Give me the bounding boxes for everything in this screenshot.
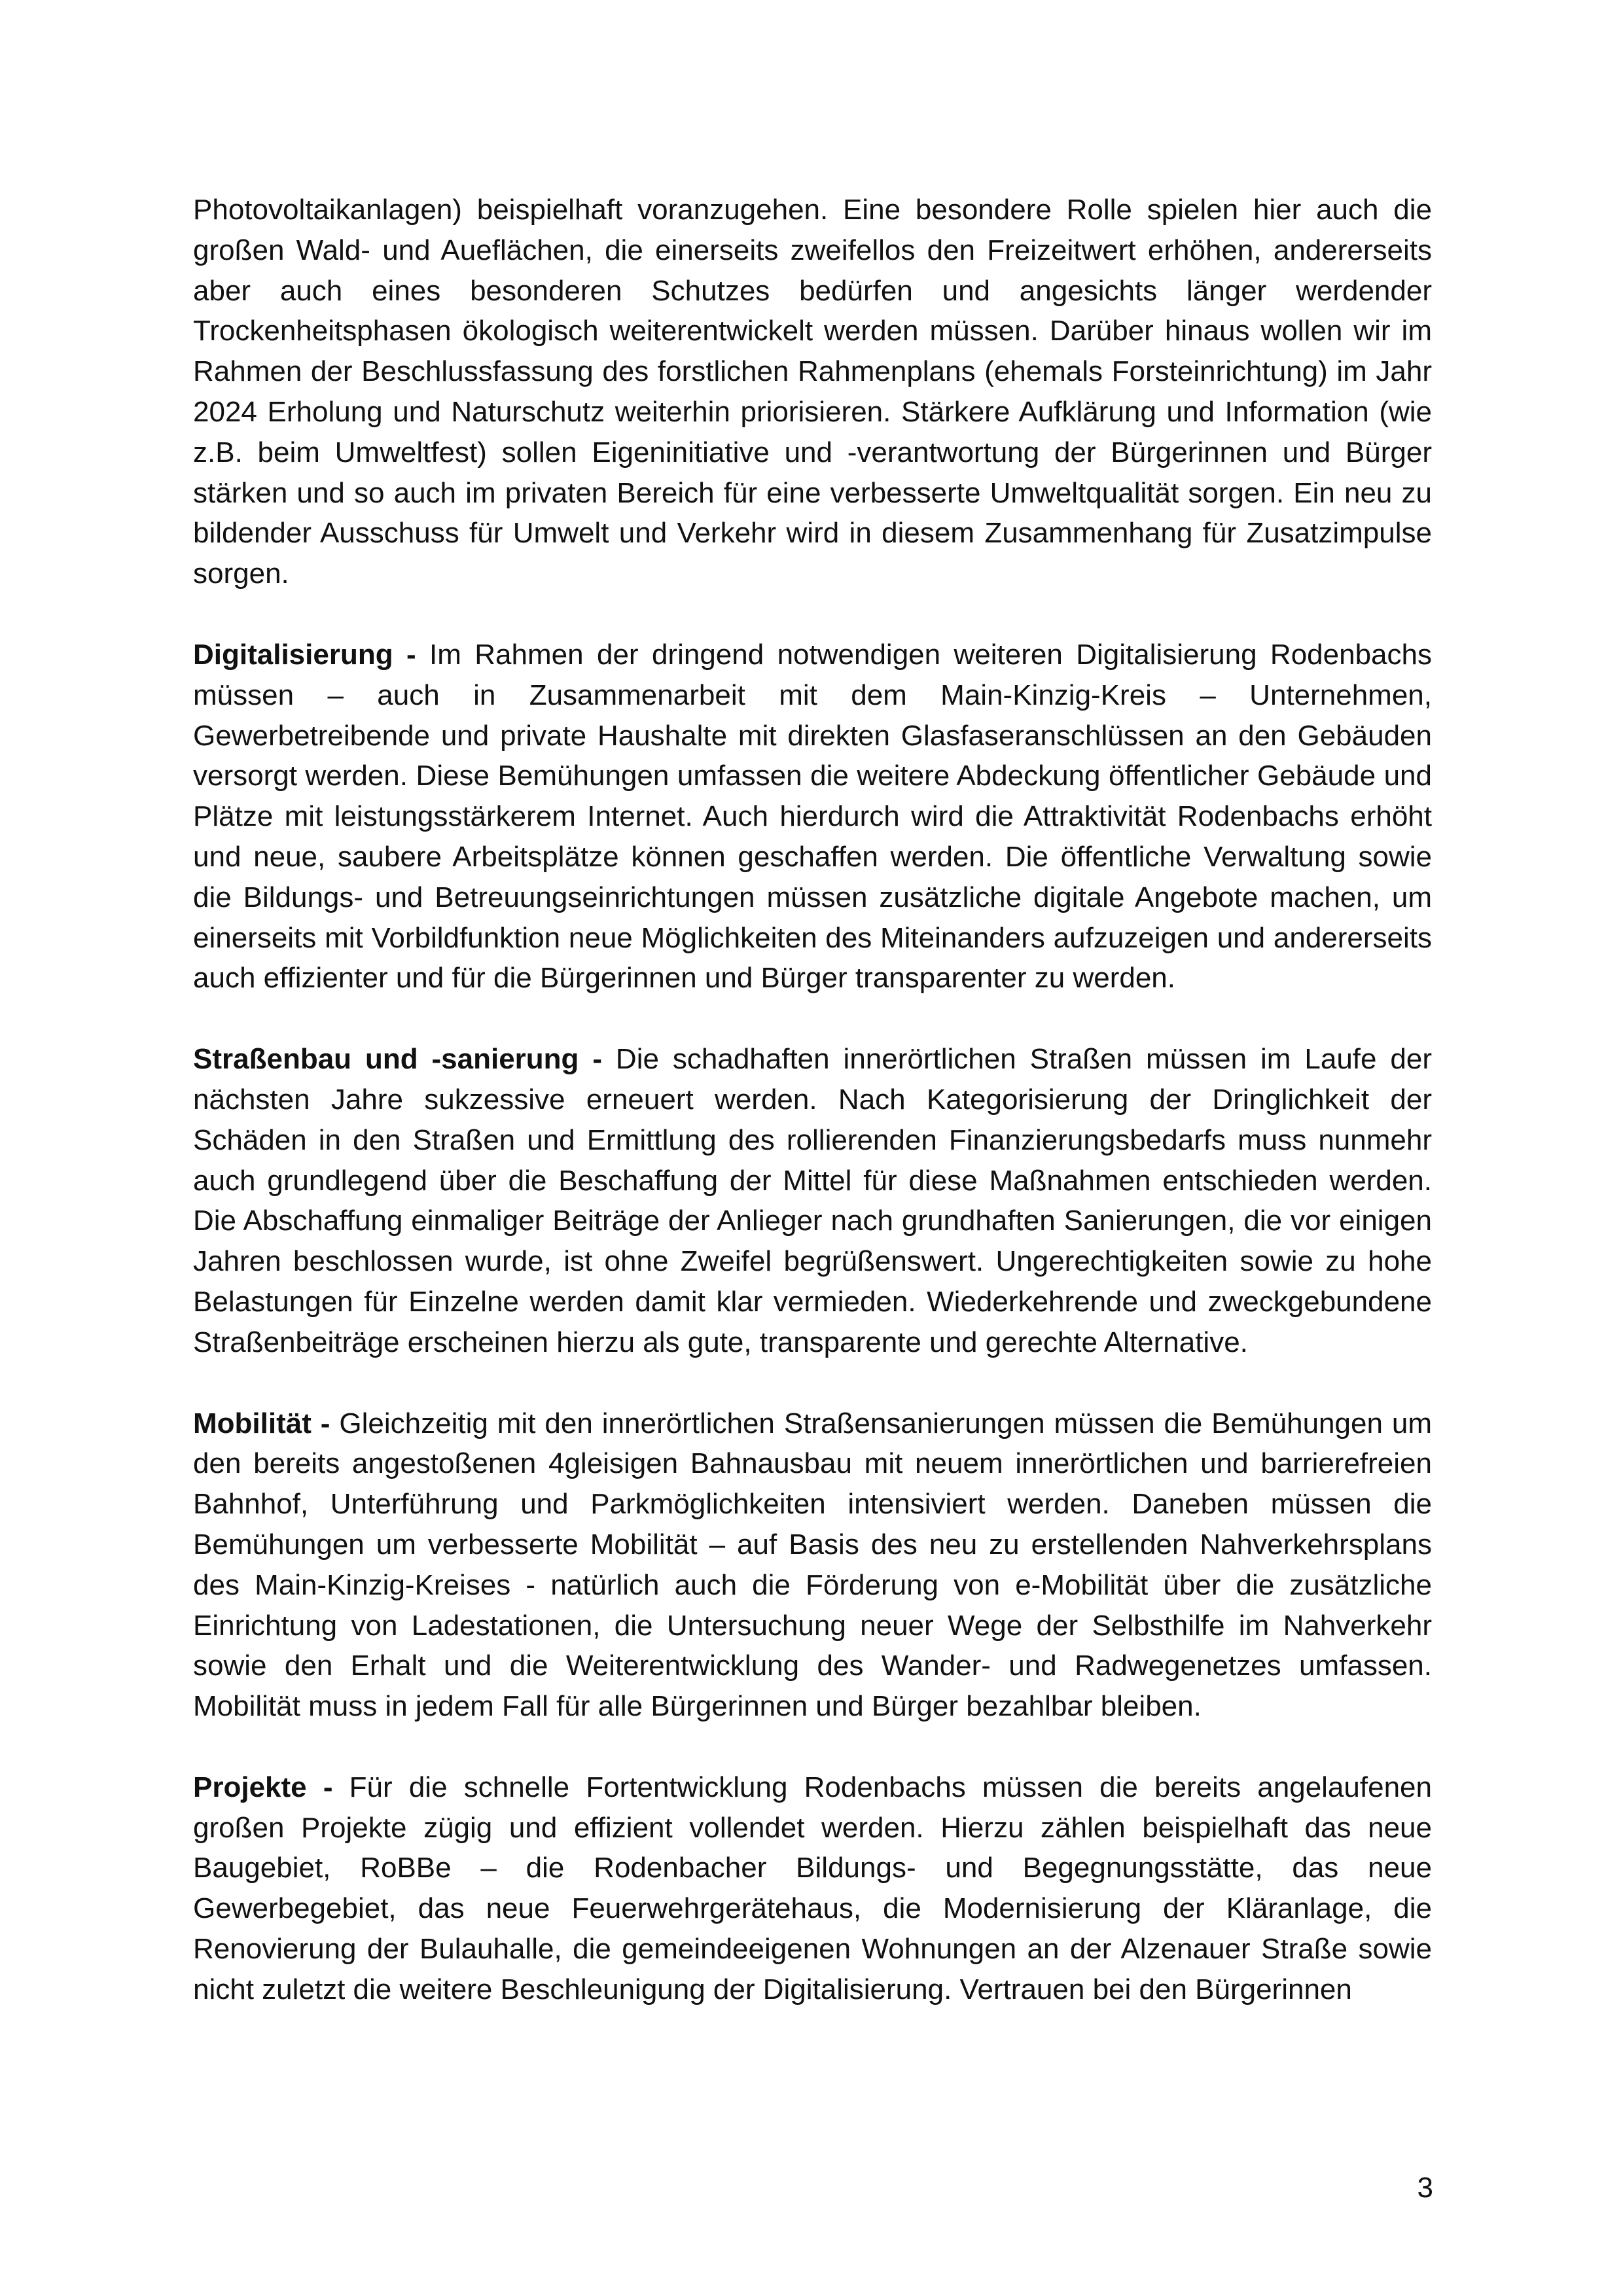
paragraph-text: Gleichzeitig mit den innerörtlichen Straßensanierungen müssen die Bemühungen um den bereits angestoßenen 4gleisigen Bahnausbau mit neuem innerörtlichen und barrierefreien Bahnhof, Unterführung und Parkmöglichkeiten intensiviert werden. Daneben müssen die Bemühungen um verbesserte Mobilität – auf Basis des neu zu erstellenden Nahverkehrsplans des Main-Kinzig-Kreises - natürlich auch die Förderung von e-Mobilität über die zusätzliche Einrichtung von Ladestationen, die Untersuchung neuer Wege der Selbsthilfe im Nahverkehr sowie den Erhalt und die Weiterentwicklung des Wander- und Radwegenetzes umfassen. Mobilität muss in jedem Fall für alle Bürgerinnen und Bürger bezahlbar bleiben. (193, 1407, 1433, 1723)
paragraph-heading: Projekte - (193, 1771, 333, 1803)
paragraph-heading: Mobilität - (193, 1407, 330, 1439)
page-content (193, 190, 1432, 2051)
paragraph-umwelt-continuation (193, 190, 1432, 594)
paragraph-text: Die schadhaften innerörtlichen Straßen müssen im Laufe der nächsten Jahre sukzessive erneuert werden. Nach Kategorisierung der Dringlichkeit der Schäden in den Straßen und Ermittlung des rollierenden Finanzierungsbedarfs muss nunmehr auch grundlegend über die Beschaffung der Mittel für diese Maßnahmen entschieden werden. Die Abschaffung einmaliger Beiträge der Anlieger nach grundhaften Sanierungen, die vor einigen Jahren beschlossen wurde, ist ohne Zweifel begrüßenswert. Ungerechtigkeiten sowie zu hohe Belastungen für Einzelne werden damit klar vermieden. Wiederkehrende und zweckgebundene Straßenbeiträge erscheinen hierzu als gute, transparente und gerechte Alternative. (193, 1043, 1433, 1358)
paragraph-text: Photovoltaikanlagen) beispielhaft voranzugehen. Eine besondere Rolle spielen hier auch die großen Wald- und Aueflächen, die einerseits zweifellos den Freizeitwert erhöhen, andererseits aber auch eines besonderen Schutzes bedürfen und angesichts länger werdender Trockenheitsphasen ökologisch weiterentwickelt werden müssen. Darüber hinaus wollen wir im Rahmen der Beschlussfassung des forstlichen Rahmenplans (ehemals Forsteinrichtung) im Jahr 2024 Erholung und Naturschutz weiterhin priorisieren. Stärkere Aufklärung und Information (wie z.B. beim Umweltfest) sollen Eigeninitiative und -verantwortung der Bürgerinnen und Bürger stärken und so auch im privaten Bereich für eine verbesserte Umweltqualität sorgen. Ein neu zu bildender Ausschuss für Umwelt und Verkehr wird in diesem Zusammenhang für Zusatzimpulse sorgen. (193, 194, 1432, 590)
paragraph-text: Im Rahmen der dringend notwendigen weiteren Digitalisierung Rodenbachs müssen – auch in Zusammenarbeit mit dem Main-Kinzig-Kreis – Unternehmen, Gewerbetreibende und private Haushalte mit direkten Glasfaseranschlüssen an den Gebäuden versorgt werden. Diese Bemühungen umfassen die weitere Abdeckung öffentlicher Gebäude und Plätze mit leistungsstärkerem Internet. Auch hierdurch wird die Attraktivität Rodenbachs erhöht und neue, saubere Arbeitsplätze können geschaffen werden. Die öffentliche Verwaltung sowie die Bildungs- und Betreuungseinrichtungen müssen zusätzliche digitale Angebote machen, um einerseits mit Vorbildfunktion neue Möglichkeiten des Miteinanders aufzuzeigen und andererseits auch effizienter und für die Bürgerinnen und Bürger transparenter zu werden. (193, 638, 1432, 995)
page-number: 3 (1417, 2172, 1433, 2204)
paragraph-mobilitaet (193, 1404, 1432, 1727)
paragraph-strassenbau (193, 1039, 1432, 1362)
paragraph-heading: Digitalisierung - (193, 638, 416, 671)
paragraph-text: Für die schnelle Fortentwicklung Rodenbachs müssen die bereits angelaufenen großen Projekte zügig und effizient vollendet werden. Hierzu zählen beispielhaft das neue Baugebiet, RoBBe – die Rodenbacher Bildungs- und Begegnungsstätte, das neue Gewerbegebiet, das neue Feuerwehrgerätehaus, die Modernisierung der Kläranlage, die Renovierung der Bulauhalle, die gemeindeeigenen Wohnungen an der Alzenauer Straße sowie nicht zuletzt die weitere Beschleunigung der Digitalisierung. Vertrauen bei den Bürgerinnen (193, 1771, 1432, 2005)
paragraph-projekte (193, 1767, 1432, 2010)
paragraph-heading: Straßenbau und -sanierung - (193, 1043, 603, 1076)
paragraph-digitalisierung (193, 635, 1432, 998)
